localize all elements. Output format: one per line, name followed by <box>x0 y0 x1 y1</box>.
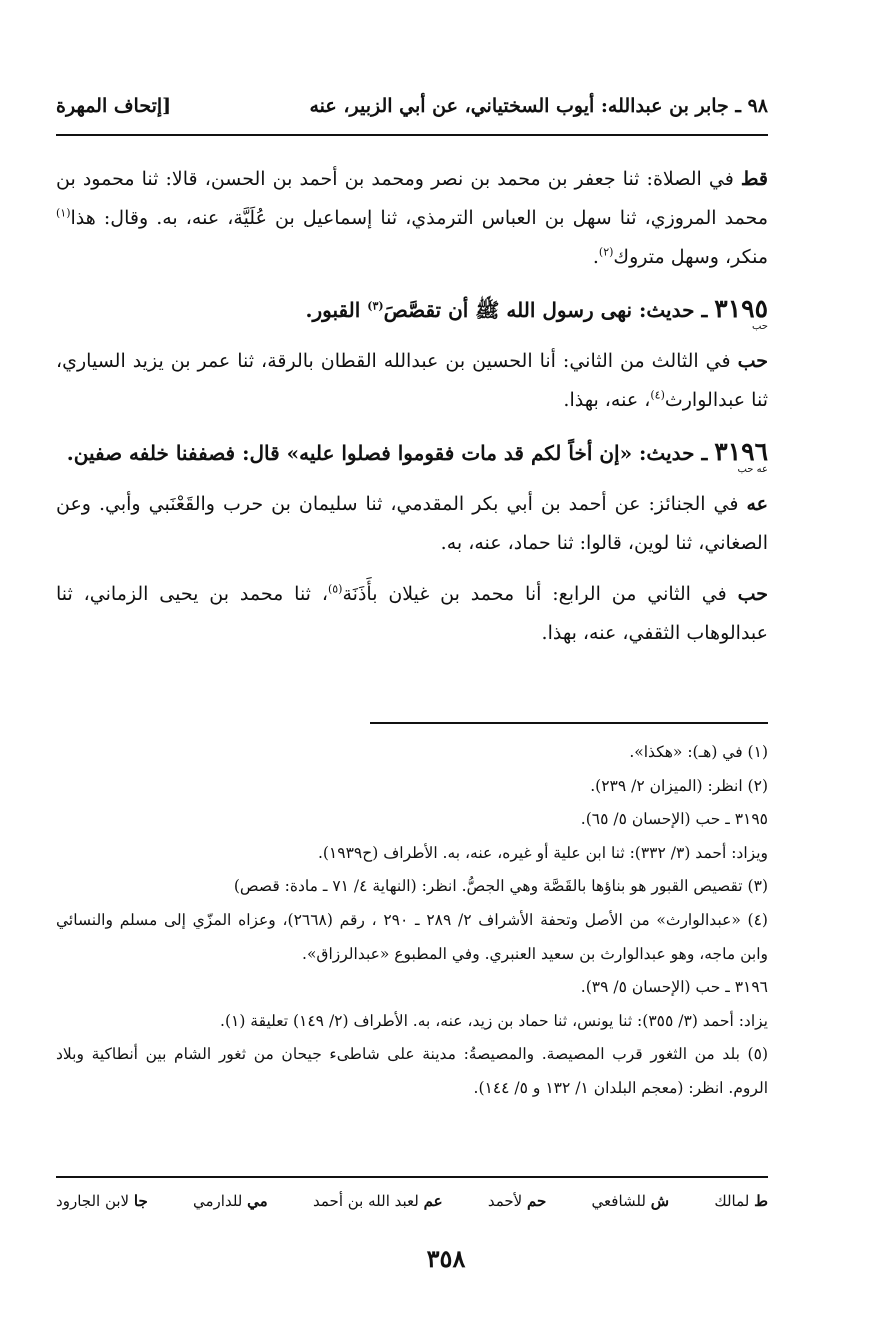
footnote-5: (٥) بلد من الثغور قرب المصيصة. والمصيصةُ: مدينة على شاطىء جيحان من ثغور الشام بين أنطاكية وبلاد الروم. انظر: (معجم البلدان ١/ ١٣٢ و ٥/ ١٤٤). <box>56 1045 768 1097</box>
footnote-separator <box>370 722 768 724</box>
header-rule <box>56 134 768 136</box>
abbrev-item <box>592 1192 669 1210</box>
footnotes <box>56 736 768 1106</box>
footnote-ref[interactable]: (٢) <box>598 245 614 259</box>
paragraph-text: ، ثنا محمد بن يحيى الزماني، ثنا عبدالوهاب الثقفي، عنه، بهذا. <box>56 583 768 644</box>
abbreviation-key <box>56 1192 768 1210</box>
abbrev-key: ش <box>650 1192 670 1210</box>
abbrev-label: لعبد الله بن أحمد <box>313 1192 424 1210</box>
paragraph-text: في الجنائز: عن أحمد بن أبي بكر المقدمي، ثنا سليمان بن حرب والقَعْنَبي وأبي. وعن الصغاني، ثنا لوين، قالوا: ثنا حماد، عنه، به. <box>56 493 768 554</box>
source-siglum: حب <box>737 350 768 372</box>
footnote-ref[interactable]: (٣) <box>367 299 384 313</box>
footnote-3: (٣) تقصيص القبور هو بناؤها بالقَصَّة وهي الجصُّ. انظر: (النهاية ٤/ ٧١ ـ مادة: قصص) <box>233 877 768 896</box>
footnote-3195-source: ٣١٩٥ ـ حب (الإحسان ٥/ ٦٥). <box>580 810 768 829</box>
paragraph-3 <box>56 485 768 563</box>
hadith-text: ـ حديث: «إن أخاً لكم قد مات فقوموا فصلوا عليه» قال: فصففنا خلفه صفين. <box>66 441 715 465</box>
abbrev-label: للشافعي <box>591 1192 651 1210</box>
abbrev-key: ط <box>754 1192 768 1210</box>
paragraph-1 <box>56 160 768 277</box>
footnote-3196-extra: يزاد: أحمد (٣/ ٣٥٥): ثنا يونس، ثنا حماد بن زيد، عنه، به. الأطراف (٢/ ١٤٩) تعليقة (١). <box>220 1011 768 1030</box>
hadith-number: ٣١٩٥ <box>714 294 768 323</box>
hadith-text: ـ حديث: نهى رسول الله ﷺ أن تقصَّصَ <box>383 298 715 322</box>
abbrev-label: لأحمد <box>487 1192 527 1210</box>
header-book-title: [إتحاف المهرة <box>56 95 172 117</box>
abbrev-label: لابن الجارود <box>56 1192 134 1210</box>
footnote-1: (١) في (هـ): «هكذا». <box>629 743 768 761</box>
paragraph-text: في الثالث من الثاني: أنا الحسين بن عبدالله القطان بالرقة، ثنا عمر بن يزيد السياري، ثنا عبدالوارث <box>56 350 768 411</box>
abbrev-key: جا <box>133 1192 148 1210</box>
abbrev-key: مي <box>247 1192 268 1210</box>
abbrev-item <box>193 1192 268 1210</box>
main-text <box>56 160 768 665</box>
source-siglum: حب <box>737 583 768 605</box>
footnote-3196-source: ٣١٩٦ ـ حب (الإحسان ٥/ ٣٩). <box>580 978 768 997</box>
hadith-3196 <box>56 432 768 473</box>
footnote-3195-extra: ويزاد: أحمد (٣/ ٣٣٢): ثنا ابن علية أو غيره، عنه، به. الأطراف (ح١٩٣٩). <box>317 843 768 862</box>
hadith-text: القبور. <box>305 298 368 322</box>
paragraph-text: ، عنه، بهذا. <box>563 389 651 411</box>
abbrev-label: لمالك <box>714 1192 755 1210</box>
header-chapter-title: ٩٨ ـ جابر بن عبدالله: أيوب السختياني، عن أبي الزبير، عنه <box>309 95 768 117</box>
paragraph-text: في الصلاة: ثنا جعفر بن محمد بن نصر ومحمد بن أحمد بن الحسن، قالا: ثنا محمود بن محمد المروزي، ثنا سهل بن العباس الترمذي، ثنا إسماعيل بن عُلَيَّة، عنه، به. وقال: هذا <box>56 168 768 229</box>
hadith-number: ٣١٩٦ <box>714 437 768 466</box>
abbrev-key: حم <box>526 1192 547 1210</box>
paragraph-text: منكر، وسهل متروك <box>613 246 768 268</box>
source-siglum: قط <box>740 168 768 190</box>
abbreviation-separator <box>56 1176 768 1178</box>
abbrev-item <box>56 1192 148 1210</box>
abbrev-key: عم <box>423 1192 443 1210</box>
paragraph-text: في الثاني من الرابع: أنا محمد بن غيلان بأَذَنَة <box>342 583 738 605</box>
running-header <box>56 86 768 126</box>
paragraph-2 <box>56 342 768 420</box>
hadith-sigla: حب <box>751 321 768 332</box>
page-number: ٣٥٨ <box>426 1244 466 1273</box>
paragraph-text: . <box>592 246 599 268</box>
abbrev-item <box>714 1192 768 1210</box>
footnote-4: (٤) «عبدالوارث» من الأصل وتحفة الأشراف ٢/ ٢٨٩ ـ ٢٩٠ ، رقم (٢٦٦٨)، وعزاه المزّي إلى مسلم والنسائي وابن ماجه، وهو عبدالوارث بن سعيد العنبري. وفي المطبوع «عبدالرزاق». <box>56 910 768 963</box>
hadith-sigla: عه حب <box>737 464 768 475</box>
abbrev-label: للدارمي <box>193 1192 248 1210</box>
footnote-ref[interactable]: (١) <box>56 206 71 220</box>
abbrev-item <box>488 1192 546 1210</box>
paragraph-4 <box>56 575 768 653</box>
footnote-2: (٢) انظر: (الميزان ٢/ ٢٣٩). <box>590 776 768 795</box>
footnote-ref[interactable]: (٤) <box>650 388 665 402</box>
abbrev-item <box>313 1192 443 1210</box>
footnote-ref[interactable]: (٥) <box>327 582 343 596</box>
source-siglum: عه <box>746 493 768 515</box>
